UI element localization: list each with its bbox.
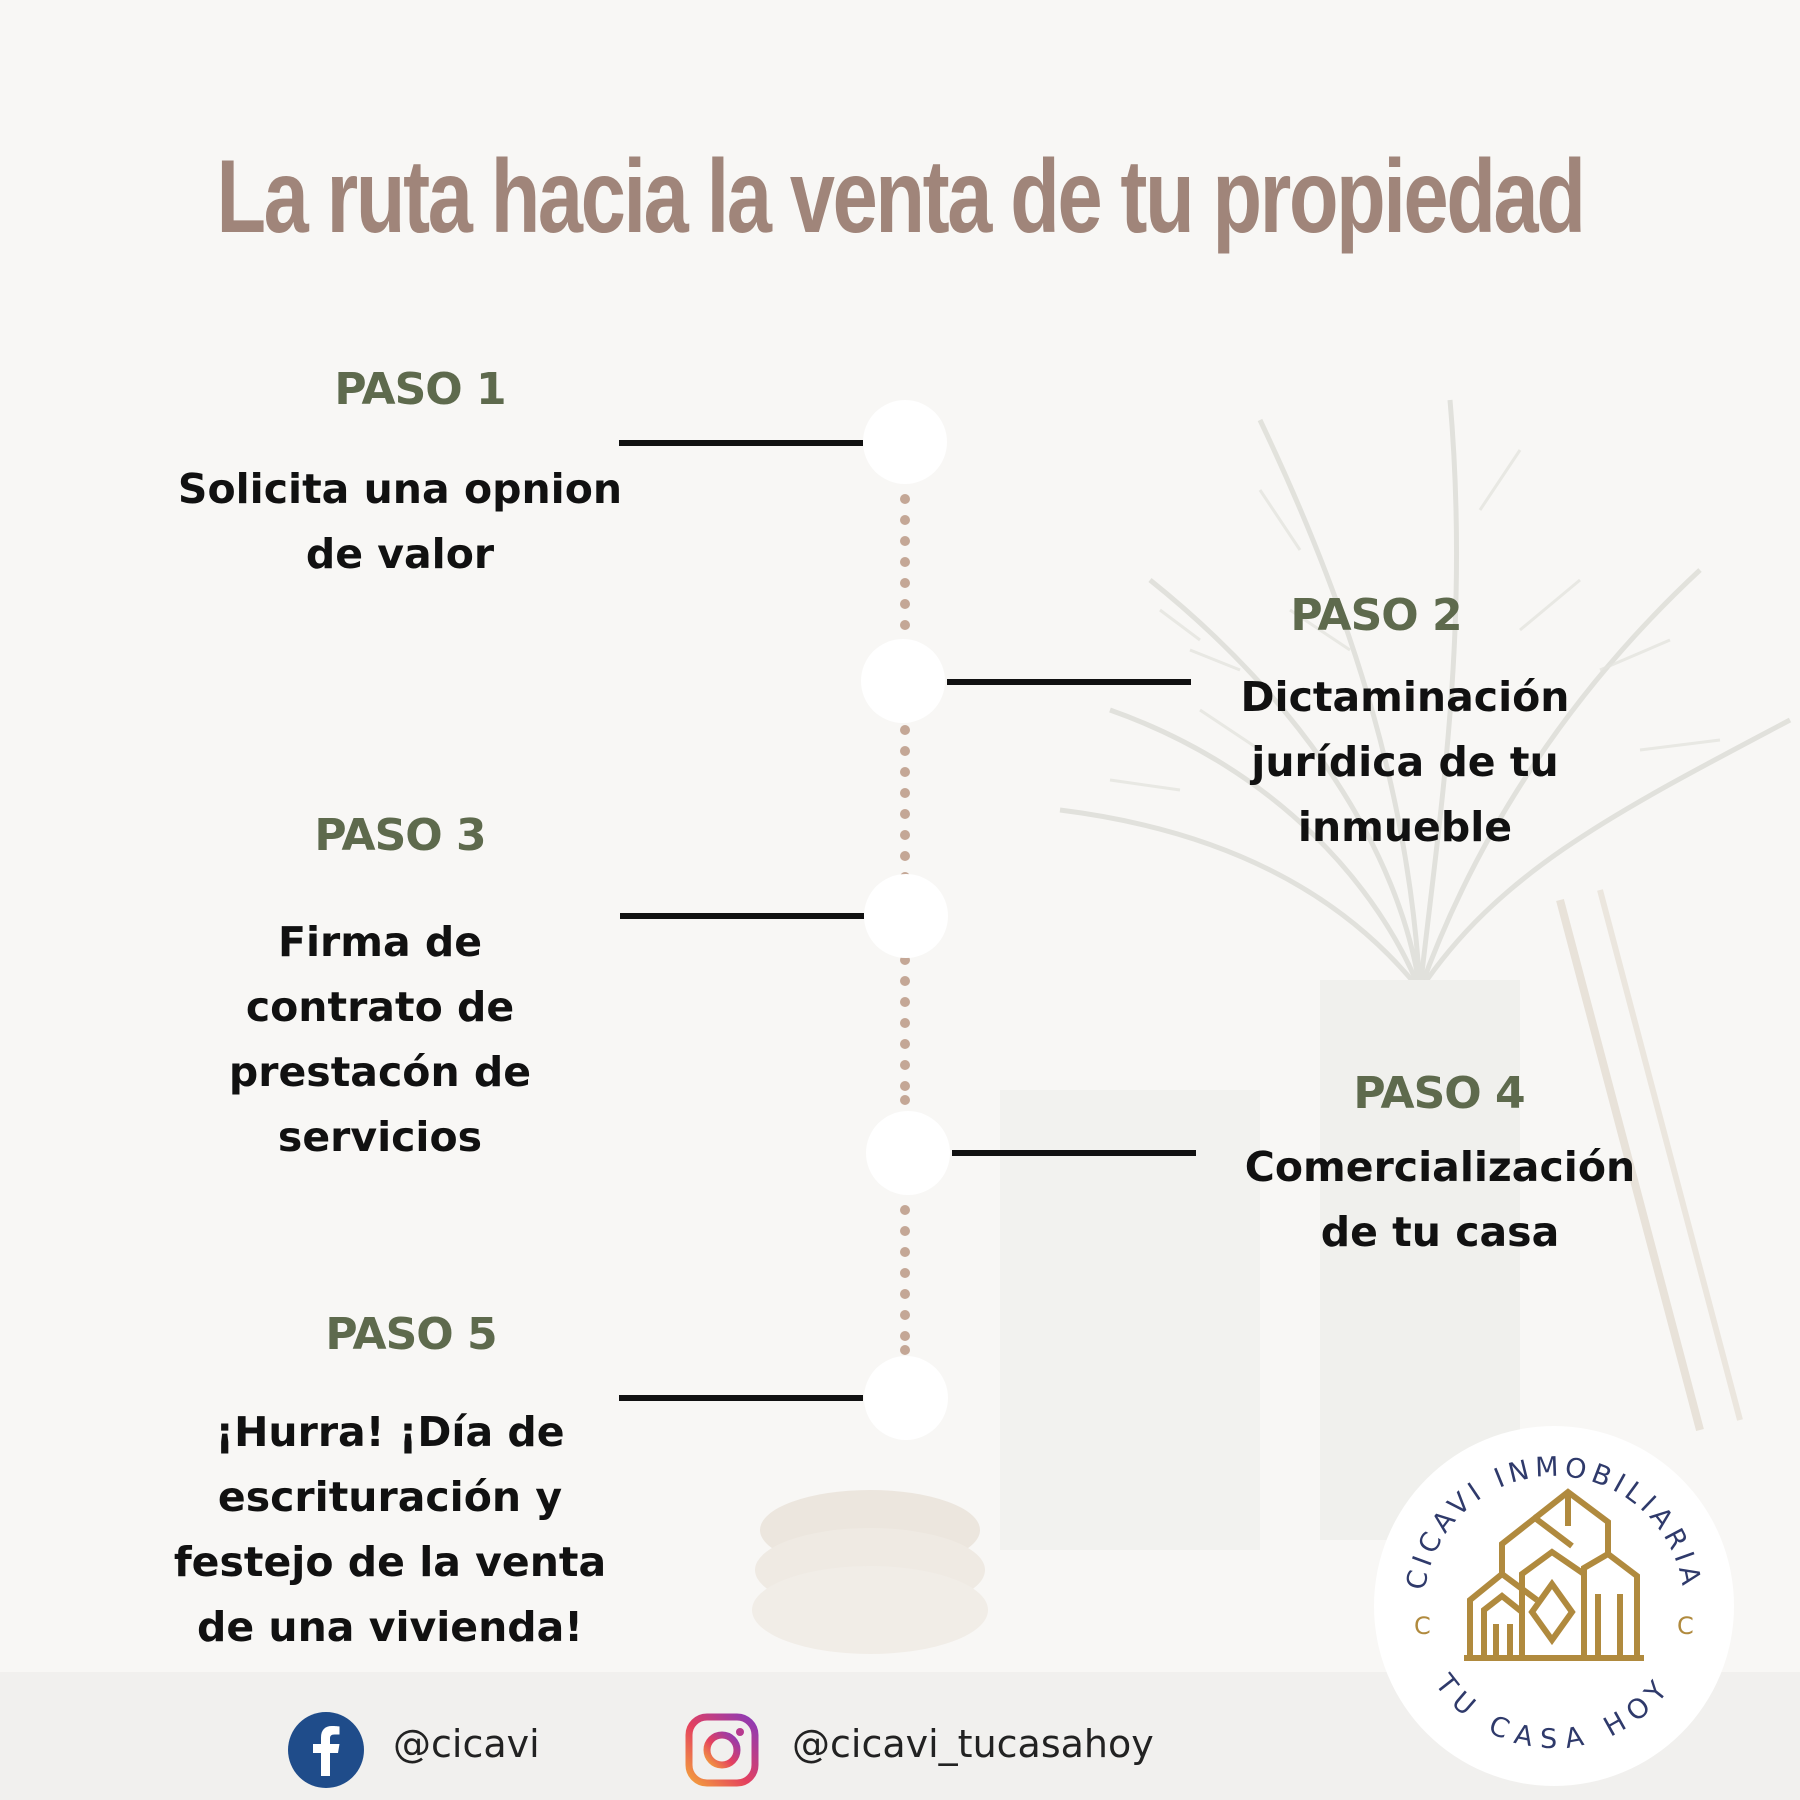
step-3-line: servicios: [277, 1113, 483, 1161]
svg-text:C: C: [1677, 1612, 1694, 1640]
step-2-text: [1205, 665, 1605, 860]
step-5-line: festejo de la venta: [173, 1538, 607, 1586]
timeline-node-4: [866, 1111, 950, 1195]
step-5-heading: PASO 5: [325, 1309, 497, 1360]
timeline-node-5: [864, 1356, 948, 1440]
step-4-heading: PASO 4: [1353, 1068, 1525, 1119]
step-5-line: de una vivienda!: [196, 1603, 584, 1651]
svg-text:CICAVI INMOBILIARIA: CICAVI INMOBILIARIA: [1400, 1451, 1708, 1593]
step-5-line: escrituración y: [217, 1473, 563, 1521]
page-title: La ruta hacia la venta de tu propiedad: [216, 138, 1584, 255]
step-4-line: Comercialización: [1244, 1143, 1636, 1191]
step-1-text: [150, 457, 650, 587]
step-4-line: de tu casa: [1320, 1208, 1560, 1256]
step-2-line: Dictaminación: [1240, 673, 1570, 721]
instagram-handle[interactable]: @cicavi_tucasahoy: [792, 1722, 1154, 1766]
svg-text:C: C: [1414, 1612, 1431, 1640]
step-3-line: prestacón de: [228, 1048, 532, 1096]
step-5-line: ¡Hurra! ¡Día de: [215, 1408, 565, 1456]
step-2-line: jurídica de tu: [1251, 738, 1559, 786]
timeline-node-2: [861, 639, 945, 723]
step-1-line: de valor: [305, 530, 495, 578]
step-3-line: Firma de: [277, 918, 483, 966]
step-1-heading: PASO 1: [334, 364, 506, 415]
step-4-text: [1210, 1135, 1670, 1265]
cicavi-logo: [1372, 1424, 1736, 1788]
step-2-line: inmueble: [1297, 803, 1513, 851]
facebook-handle[interactable]: @cicavi: [393, 1722, 540, 1766]
step-2-heading: PASO 2: [1290, 590, 1462, 641]
instagram-icon[interactable]: [685, 1713, 759, 1787]
step-1-line: Solicita una opnion: [177, 465, 623, 513]
facebook-icon[interactable]: [288, 1712, 364, 1788]
step-3-line: contrato de: [245, 983, 515, 1031]
timeline-node-1: [863, 400, 947, 484]
step-5-text: [140, 1400, 640, 1660]
step-3-text: [180, 910, 580, 1170]
step-3-heading: PASO 3: [314, 810, 486, 861]
timeline-node-3: [864, 874, 948, 958]
svg-text:TU CASA HOY: TU CASA HOY: [1428, 1668, 1680, 1756]
